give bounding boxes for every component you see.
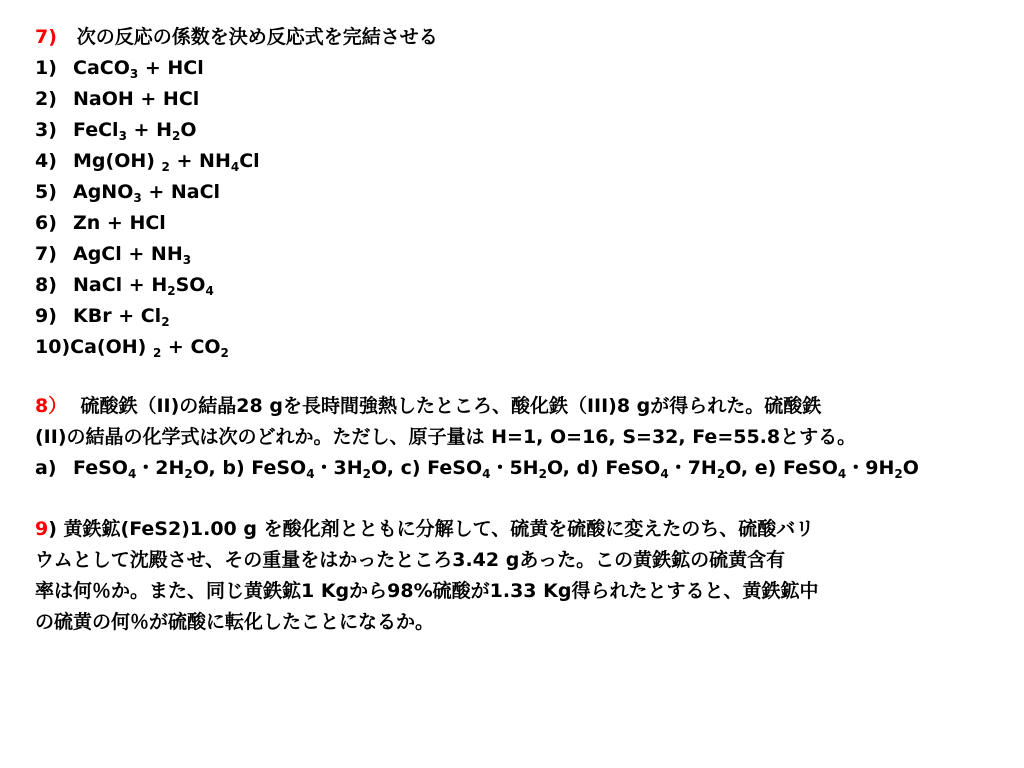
subscript: 2 bbox=[161, 315, 170, 329]
subscript: 3 bbox=[118, 129, 127, 143]
q8-line-1 bbox=[35, 393, 821, 419]
q7-number: 7) bbox=[35, 26, 57, 48]
q7-item bbox=[35, 55, 204, 81]
q7-item-formula bbox=[73, 212, 166, 234]
q9-line-1 bbox=[35, 516, 814, 542]
formula-text: + NH bbox=[169, 150, 231, 172]
q7-item-formula bbox=[70, 336, 229, 358]
subscript: 2 bbox=[538, 467, 547, 481]
subscript: 2 bbox=[171, 129, 181, 143]
q7-item-number: 3) bbox=[35, 119, 57, 141]
q7-item-formula bbox=[73, 305, 170, 327]
q7-item bbox=[35, 241, 191, 267]
q7-item-number: 8) bbox=[35, 274, 57, 296]
formula-text: ・7H bbox=[668, 457, 717, 479]
formula-text: Ca(OH) bbox=[70, 336, 153, 358]
subscript: 2 bbox=[167, 284, 176, 298]
q7-item-formula bbox=[73, 119, 197, 141]
formula-text: ・2H bbox=[136, 457, 185, 479]
q9-line-2 bbox=[35, 547, 785, 573]
subscript: 4 bbox=[127, 467, 137, 481]
q7-item-formula bbox=[73, 150, 260, 172]
q8-text-2: (II)の結晶の化学式は次のどれか。ただし、原子量は H=1, O=16, S=32, Fe=55.8とする。 bbox=[35, 426, 857, 448]
q7-header bbox=[35, 24, 438, 50]
q8-options bbox=[35, 455, 919, 481]
formula-text: Cl bbox=[239, 150, 260, 172]
subscript: 2 bbox=[716, 467, 726, 481]
q7-item bbox=[35, 210, 166, 236]
q8-number: 8 bbox=[35, 395, 49, 417]
subscript: 2 bbox=[220, 346, 229, 360]
q7-item bbox=[35, 334, 229, 360]
q7-item-number: 1) bbox=[35, 57, 57, 79]
q8-line-2 bbox=[35, 424, 856, 450]
formula-text: ・5H bbox=[490, 457, 539, 479]
formula-text: + H bbox=[126, 119, 172, 141]
q7-item-formula bbox=[73, 57, 204, 79]
formula-text: AgNO bbox=[73, 181, 134, 203]
q8-paren: ） bbox=[48, 395, 68, 417]
q9-text-2: ウムとして沈殿させ、その重量をはかったところ3.42 gあった。この黄鉄鉱の硫黄含有 bbox=[35, 549, 786, 571]
formula-text: Mg(OH) bbox=[73, 150, 162, 172]
subscript: 4 bbox=[660, 467, 669, 481]
q8-options-label: a) bbox=[35, 457, 57, 479]
q7-item bbox=[35, 148, 260, 174]
formula-text: O, e) FeSO bbox=[725, 457, 838, 479]
formula-text: O, c) FeSO bbox=[371, 457, 483, 479]
q7-item bbox=[35, 179, 220, 205]
q7-item-formula bbox=[73, 88, 199, 110]
q7-item-formula bbox=[73, 243, 191, 265]
subscript: 2 bbox=[161, 160, 170, 174]
q9-text-3: 率は何％か。また、同じ黄鉄鉱1 Kgから98%硫酸が1.33 Kg得られたとすると、黄鉄鉱中 bbox=[35, 580, 819, 602]
formula-text: O, b) FeSO bbox=[192, 457, 307, 479]
formula-text: ・9H bbox=[846, 457, 895, 479]
q8-options-text bbox=[73, 457, 919, 479]
subscript: 3 bbox=[133, 191, 142, 205]
q7-item-number: 5) bbox=[35, 181, 57, 203]
subscript: 2 bbox=[894, 467, 903, 481]
q7-item-formula bbox=[73, 181, 220, 203]
q7-item-formula bbox=[73, 274, 214, 296]
formula-text: NaOH + HCl bbox=[73, 88, 200, 110]
q9-text-4: の硫黄の何％が硫酸に転化したことになるか。 bbox=[35, 611, 435, 633]
formula-text: + HCl bbox=[138, 57, 204, 79]
subscript: 4 bbox=[230, 160, 240, 174]
q8-text-1: 硫酸鉄（II)の結晶28 gを長時間強熱したところ、酸化鉄（III)8 gが得られた。硫酸鉄 bbox=[67, 395, 822, 417]
subscript: 4 bbox=[306, 467, 315, 481]
formula-text: ・3H bbox=[314, 457, 363, 479]
q7-title: 次の反応の係数を決め反応式を完結させる bbox=[76, 26, 438, 48]
formula-text: O, d) FeSO bbox=[546, 457, 661, 479]
q7-item-number: 2) bbox=[35, 88, 57, 110]
subscript: 4 bbox=[837, 467, 847, 481]
subscript: 3 bbox=[182, 253, 192, 267]
formula-text: AgCl + NH bbox=[73, 243, 183, 265]
q7-item-number: 4) bbox=[35, 150, 57, 172]
formula-text: Zn + HCl bbox=[73, 212, 166, 234]
q7-item-number: 6) bbox=[35, 212, 57, 234]
subscript: 4 bbox=[205, 284, 214, 298]
formula-text: KBr + Cl bbox=[73, 305, 162, 327]
formula-text: FeCl bbox=[73, 119, 119, 141]
q9-line-4 bbox=[35, 609, 434, 635]
subscript: 3 bbox=[129, 67, 139, 81]
q7-item bbox=[35, 117, 197, 143]
q7-item bbox=[35, 86, 199, 112]
formula-text: O bbox=[902, 457, 919, 479]
subscript: 2 bbox=[184, 467, 193, 481]
formula-text: + CO bbox=[161, 336, 221, 358]
formula-text: CaCO bbox=[73, 57, 130, 79]
q9-line-3 bbox=[35, 578, 818, 604]
formula-text: FeSO bbox=[73, 457, 128, 479]
q7-item-number: 10) bbox=[35, 336, 71, 358]
formula-text: SO bbox=[175, 274, 206, 296]
formula-text: O bbox=[180, 119, 197, 141]
q7-item bbox=[35, 303, 170, 329]
q9-text-1: ) 黄鉄鉱(FeS2)1.00 g を酸化剤とともに分解して、硫黄を硫酸に変えたのち、硫酸バリ bbox=[48, 518, 815, 540]
q7-item-number: 9) bbox=[35, 305, 57, 327]
subscript: 2 bbox=[362, 467, 372, 481]
q7-item bbox=[35, 272, 214, 298]
subscript: 2 bbox=[152, 346, 162, 360]
q9-number: 9 bbox=[35, 518, 49, 540]
formula-text: NaCl + H bbox=[73, 274, 168, 296]
subscript: 4 bbox=[482, 467, 491, 481]
formula-text: + NaCl bbox=[141, 181, 221, 203]
q7-item-number: 7) bbox=[35, 243, 57, 265]
